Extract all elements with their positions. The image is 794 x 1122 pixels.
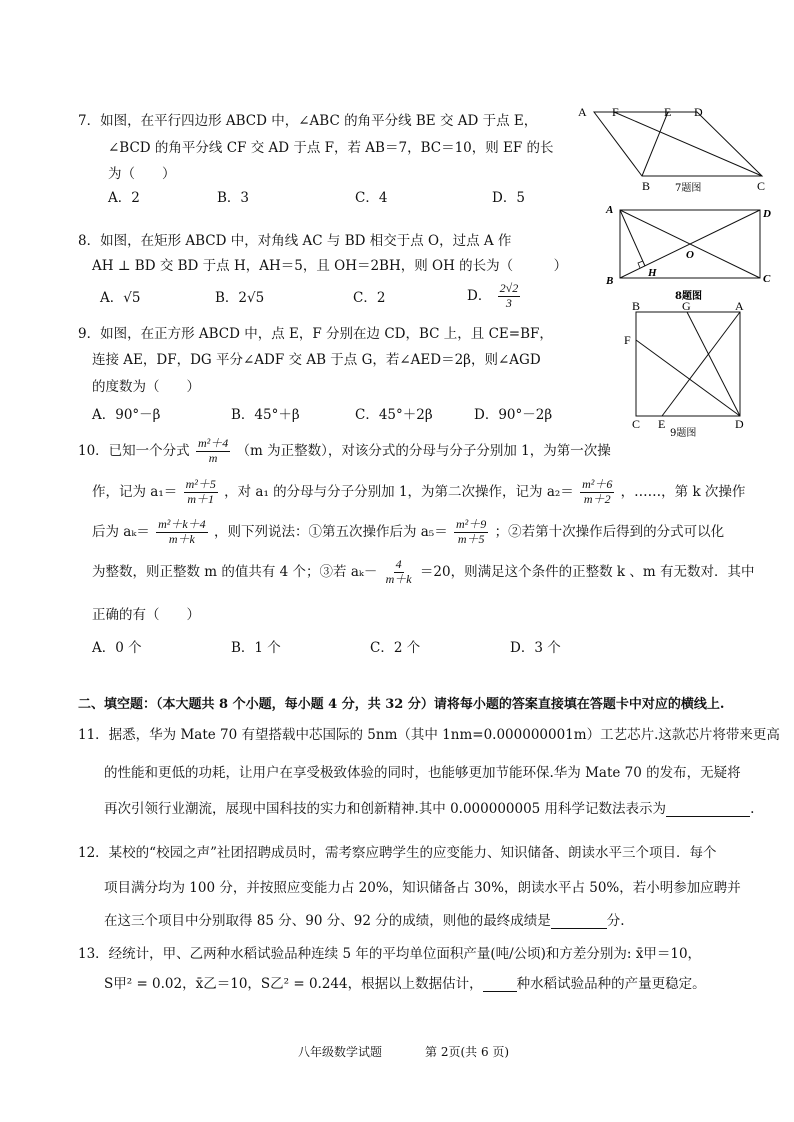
q7-figure [572,100,772,196]
q10-f4-denominator: m＋k [385,571,412,586]
q7-line-3: 为（ ） [108,166,176,182]
q12-answer-blank[interactable] [551,914,607,929]
q12-line-3-text: 在这三个项目中分别取得 85 分、90 分、92 分的成绩，则他的最终成绩是 [104,913,551,929]
q10-line-4 [92,558,754,587]
q9-figure [618,300,754,438]
q7-option-a: A．2 [108,190,140,206]
q7-option-c: C．4 [355,190,388,206]
q7-caption: 7题图 [675,183,702,194]
q8-option-d-denominator: 3 [505,295,512,310]
q10-f2-numerator: m²＋6 [582,477,613,491]
q13-line-2-text: S甲² = 0.02，x̄乙＝10，S乙² = 0.244，根据以上数据估计， [104,976,483,992]
q10-option-a: A．0 个 [92,640,142,656]
q12-line-2: 项目满分均为 100 分，并按照应变能力占 20%，知识储备占 30%，朗读水平占 50%，若小明参加应聘并 [104,880,741,896]
q10-f5-denominator: m＋5 [457,531,485,546]
q12-tail: 分. [606,913,625,929]
q8-line-2: AH ⊥ BD 交 BD 于点 H，AH＝5，且 OH＝2BH，则 OH 的长为（ ） [92,258,568,274]
footer-page-number: 第 2页(共 6 页) [425,1045,510,1059]
q10-f4-numerator: 4 [395,557,402,571]
q7-label-a: A [578,105,587,119]
q13-answer-blank[interactable] [483,977,517,992]
q8-option-d [467,282,522,311]
q11-answer-blank[interactable] [666,802,750,817]
q8-figure [600,200,780,304]
q8-option-d-fraction [498,282,521,311]
q7-label-c: C [757,179,766,193]
q11-line-2: 的性能和更低的功耗，让用户在享受极致体验的同时，也能够更加节能环保.华为 Mate 70 的发布，无疑将 [104,765,741,781]
q10-text-2a: 作，记为 a₁＝ [92,483,178,500]
q10-line-3 [92,518,724,547]
q9-line-1: 9．如图，在正方形 ABCD 中，点 E，F 分别在边 CD，BC 上，且 CE=BF， [78,326,553,342]
q10-f1-numerator: m²＋5 [185,477,216,491]
q12-line-1: 12．某校的“校园之声”社团招聘成员时，需考察应聘学生的应变能力、知识储备、朗读水平三个项目．每个 [78,845,717,861]
q7-label-b: B [642,179,651,193]
q10-text-4a: 为整数，则正整数 m 的值共有 4 个；③若 aₖ－ [92,563,378,580]
q10-f0-denominator: m [208,450,218,465]
q10-fraction-k [156,518,208,547]
q9-caption: 9题图 [670,428,697,438]
q13-line-1: 13．经统计，甲、乙两种水稻试验品种连续 5 年的平均单位面积产量(吨/公顷)和方差分别为: x̄甲＝10， [78,946,702,962]
q8-option-c: C．2 [353,290,386,306]
q11-line-3-text: 再次引领行业潮流，展现中国科技的实力和创新精神.其中 0.000000005 用科学记数法表示为 [104,801,667,817]
q11-line-1: 11．据悉，华为 Mate 70 有望搭载中芯国际的 5nm（其中 1nm=0.000000001m）工艺芯片.这款芯片将带来更高 [78,727,780,743]
q7-label-f: F [612,105,619,119]
q8-label-h: H [648,267,657,279]
q8-option-d-label: D． [467,287,492,304]
q9-label-c: C [632,417,641,431]
q9-label-b: B [632,300,641,313]
q8-label-c: C [763,273,771,285]
q9-option-b: B．45°＋β [231,407,300,423]
q7-label-d: D [694,105,703,119]
q9-line-2: 连接 AE，DF，DG 平分∠ADF 交 AB 于点 G，若∠AED＝2β，则∠AGD [92,352,541,368]
q10-fk-numerator: m²＋k＋4 [158,517,206,531]
q8-label-d: D [763,208,771,220]
q13-line-2-tail: 种水稻试验品种的产量更稳定。 [516,976,706,992]
q7-line-2: ∠BCD 的角平分线 CF 交 AD 于点 F，若 AB＝7，BC＝10，则 EF 的长 [108,140,554,156]
q9-option-a: A．90°－β [92,407,161,423]
q9-label-g: G [682,300,691,313]
q10-text-2b: ，对 a₁ 的分母与分子分别加 1，为第二次操作，记为 a₂＝ [224,483,574,500]
q8-label-b: B [606,275,614,287]
q10-line-1 [78,437,611,466]
q10-line-5: 正确的有（ ） [92,607,200,623]
section-2-heading: 二、填空题：（本大题共 8 个小题，每小题 4 分，共 32 分）请将每小题的答案直接填在答题卡中对应的横线上. [78,697,725,712]
q9-label-f: F [624,333,631,347]
q10-fraction-2 [580,478,614,507]
q8-option-a: A．√5 [100,290,141,306]
q7-label-e: E [664,105,672,119]
q10-text-2c: ，……，第 k 次操作 [620,483,746,500]
q10-fraction-5 [454,518,488,547]
q10-f0-numerator: m²＋4 [197,436,229,450]
q10-option-b: B．1 个 [231,640,281,656]
q9-label-e: E [658,417,666,431]
q10-text-1b: （m 为正整数），对该分式的分母与分子分别加 1，为第一次操 [236,442,611,459]
q10-text-3b: ，则下列说法：①第五次操作后为 a₅＝ [213,523,448,540]
q10-f2-denominator: m＋2 [583,491,611,506]
q13-line-2 [104,976,706,992]
q7-option-d: D．5 [492,190,525,206]
q7-line-1: 7．如图，在平行四边形 ABCD 中，∠ABC 的角平分线 BE 交 AD 于点 E， [78,113,538,129]
q10-fraction-4 [384,558,414,587]
q10-text-4b: ＝20，则满足这个条件的正整数 k 、m 有无数对．其中 [419,563,755,580]
q10-text-3a: 后为 aₖ＝ [92,523,150,540]
q8-label-o: O [686,249,694,261]
q7-option-b: B．3 [217,190,250,206]
q10-text-1a: 10．已知一个分式 [78,442,190,459]
q11-line-3 [104,801,754,817]
q12-line-3 [104,913,625,929]
q10-option-c: C．2 个 [370,640,421,656]
q9-label-a: A [735,300,744,313]
q9-option-d: D．90°－2β [474,407,553,423]
q8-label-a: A [606,204,614,216]
q9-line-3: 的度数为（ ） [92,379,200,395]
q10-text-3c: ；②若第十次操作后得到的分式可以化 [494,523,725,540]
q10-fraction-1 [184,478,218,507]
q11-tail: . [750,801,755,817]
q10-fraction-0 [196,437,230,466]
footer-subject: 八年级数学试题 [298,1045,383,1059]
q10-f1-denominator: m＋1 [187,491,215,506]
q8-option-d-numerator: 2√2 [499,281,519,295]
q8-caption: 8题图 [675,291,702,302]
q10-fk-denominator: m＋k [168,531,195,546]
q10-option-d: D．3 个 [510,640,561,656]
q10-line-2 [92,478,745,507]
q8-line-1: 8．如图，在矩形 ABCD 中，对角线 AC 与 BD 相交于点 O，过点 A 作 [78,233,512,249]
q9-option-c: C．45°＋2β [355,407,433,423]
q10-f5-numerator: m²＋9 [456,517,487,531]
q8-option-b: B．2√5 [215,290,265,306]
q9-label-d: D [735,417,744,431]
